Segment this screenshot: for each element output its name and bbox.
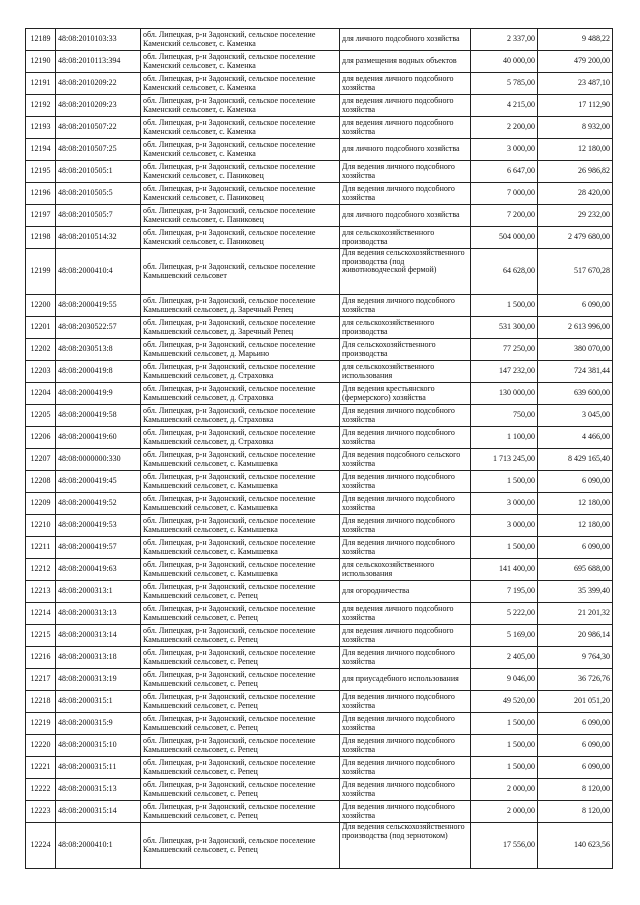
area-cell: 6 647,00 (471, 161, 538, 183)
area-cell: 1 713 245,00 (471, 449, 538, 471)
cadastral-number-cell: 48:08:2000315:13 (56, 779, 141, 801)
area-cell: 9 046,00 (471, 669, 538, 691)
cadastral-number-cell: 48:08:2010507:22 (56, 117, 141, 139)
cadastral-value-cell: 6 090,00 (538, 471, 613, 493)
permitted-use-cell: для ведения личного подсобного хозяйства (340, 625, 471, 647)
table-row (26, 471, 613, 493)
row-number-cell: 12217 (26, 669, 56, 691)
permitted-use-cell: Для ведения личного подсобного хозяйства (340, 537, 471, 559)
permitted-use-cell: Для ведения личного подсобного хозяйства (340, 713, 471, 735)
area-cell: 141 400,00 (471, 559, 538, 581)
table-row (26, 227, 613, 249)
address-cell: обл. Липецкая, р-н Задонский, сельское поселение Камышевский сельсовет, с. Репец (141, 823, 340, 869)
cadastral-number-cell: 48:08:2000315:9 (56, 713, 141, 735)
area-cell: 504 000,00 (471, 227, 538, 249)
cadastral-number-cell: 48:08:2000313:13 (56, 603, 141, 625)
cadastral-number-cell: 48:08:2010514:32 (56, 227, 141, 249)
cadastral-value-cell: 20 986,14 (538, 625, 613, 647)
table-row (26, 339, 613, 361)
cadastral-number-cell: 48:08:2010507:25 (56, 139, 141, 161)
area-cell: 49 520,00 (471, 691, 538, 713)
cadastral-number-cell: 48:08:2010505:7 (56, 205, 141, 227)
cadastral-value-cell: 9 764,30 (538, 647, 613, 669)
table-row (26, 801, 613, 823)
area-cell: 1 500,00 (471, 735, 538, 757)
cadastral-number-cell: 48:08:2010505:5 (56, 183, 141, 205)
table-row (26, 581, 613, 603)
row-number-cell: 12212 (26, 559, 56, 581)
row-number-cell: 12220 (26, 735, 56, 757)
area-cell: 5 169,00 (471, 625, 538, 647)
row-number-cell: 12192 (26, 95, 56, 117)
cadastral-value-cell: 695 688,00 (538, 559, 613, 581)
address-cell: обл. Липецкая, р-н Задонский, сельское поселение Камышевский сельсовет, д. Страховка (141, 405, 340, 427)
area-cell: 17 556,00 (471, 823, 538, 869)
row-number-cell: 12213 (26, 581, 56, 603)
cadastral-number-cell: 48:08:2010209:23 (56, 95, 141, 117)
permitted-use-cell: Для ведения личного подсобного хозяйства (340, 183, 471, 205)
cadastral-value-cell: 12 180,00 (538, 493, 613, 515)
address-cell: обл. Липецкая, р-н Задонский, сельское поселение Камышевский сельсовет, д. Заречный Репец (141, 317, 340, 339)
table-row (26, 537, 613, 559)
cadastral-value-cell: 2 613 996,00 (538, 317, 613, 339)
address-cell: обл. Липецкая, р-н Задонский, сельское поселение Камышевский сельсовет (141, 249, 340, 295)
table-row (26, 117, 613, 139)
cadastral-number-cell: 48:08:2000313:19 (56, 669, 141, 691)
cadastral-value-cell: 17 112,90 (538, 95, 613, 117)
cadastral-number-cell: 48:08:2000313:18 (56, 647, 141, 669)
row-number-cell: 12223 (26, 801, 56, 823)
table-row (26, 361, 613, 383)
row-number-cell: 12208 (26, 471, 56, 493)
cadastral-number-cell: 48:08:2000419:8 (56, 361, 141, 383)
address-cell: обл. Липецкая, р-н Задонский, сельское поселение Каменский сельсовет, с. Каменка (141, 95, 340, 117)
permitted-use-cell: для огородничества (340, 581, 471, 603)
permitted-use-cell: Для ведения сельскохозяйственного производства (под зернотоком) (340, 823, 471, 869)
row-number-cell: 12196 (26, 183, 56, 205)
row-number-cell: 12195 (26, 161, 56, 183)
row-number-cell: 12219 (26, 713, 56, 735)
row-number-cell: 12207 (26, 449, 56, 471)
cadastral-number-cell: 48:08:2010505:1 (56, 161, 141, 183)
address-cell: обл. Липецкая, р-н Задонский, сельское поселение Камышевский сельсовет, с. Камышевка (141, 559, 340, 581)
permitted-use-cell: Для ведения личного подсобного хозяйства (340, 471, 471, 493)
row-number-cell: 12205 (26, 405, 56, 427)
row-number-cell: 12215 (26, 625, 56, 647)
table-row (26, 757, 613, 779)
table-row (26, 405, 613, 427)
row-number-cell: 12203 (26, 361, 56, 383)
address-cell: обл. Липецкая, р-н Задонский, сельское поселение Камышевский сельсовет, с. Камышевка (141, 449, 340, 471)
area-cell: 2 200,00 (471, 117, 538, 139)
address-cell: обл. Липецкая, р-н Задонский, сельское поселение Камышевский сельсовет, с. Репец (141, 603, 340, 625)
area-cell: 7 000,00 (471, 183, 538, 205)
cadastral-value-cell: 8 120,00 (538, 801, 613, 823)
table-row (26, 823, 613, 869)
row-number-cell: 12199 (26, 249, 56, 295)
address-cell: обл. Липецкая, р-н Задонский, сельское поселение Камышевский сельсовет, с. Репец (141, 735, 340, 757)
permitted-use-cell: для личного подсобного хозяйства (340, 139, 471, 161)
cadastral-value-cell: 6 090,00 (538, 735, 613, 757)
permitted-use-cell: для ведения личного подсобного хозяйства (340, 73, 471, 95)
area-cell: 5 785,00 (471, 73, 538, 95)
table-row (26, 29, 613, 51)
cadastral-number-cell: 48:08:2000313:14 (56, 625, 141, 647)
cadastral-value-cell: 380 070,00 (538, 339, 613, 361)
permitted-use-cell: Для ведения крестьянского (фермерского) хозяйства (340, 383, 471, 405)
permitted-use-cell: Для ведения личного подсобного хозяйства (340, 647, 471, 669)
address-cell: обл. Липецкая, р-н Задонский, сельское поселение Каменский сельсовет, с. Каменка (141, 51, 340, 73)
cadastral-value-cell: 201 051,20 (538, 691, 613, 713)
address-cell: обл. Липецкая, р-н Задонский, сельское поселение Камышевский сельсовет, с. Репец (141, 691, 340, 713)
permitted-use-cell: для размещения водных объектов (340, 51, 471, 73)
area-cell: 147 232,00 (471, 361, 538, 383)
table-row (26, 427, 613, 449)
address-cell: обл. Липецкая, р-н Задонский, сельское поселение Каменский сельсовет, с. Каменка (141, 117, 340, 139)
permitted-use-cell: Для ведения личного подсобного хозяйства (340, 515, 471, 537)
cadastral-value-cell: 4 466,00 (538, 427, 613, 449)
cadastral-value-cell: 724 381,44 (538, 361, 613, 383)
row-number-cell: 12218 (26, 691, 56, 713)
row-number-cell: 12191 (26, 73, 56, 95)
area-cell: 5 222,00 (471, 603, 538, 625)
address-cell: обл. Липецкая, р-н Задонский, сельское поселение Каменский сельсовет, с. Каменка (141, 29, 340, 51)
cadastral-value-cell: 6 090,00 (538, 295, 613, 317)
table-row (26, 493, 613, 515)
row-number-cell: 12202 (26, 339, 56, 361)
permitted-use-cell: Для ведения личного подсобного хозяйства (340, 691, 471, 713)
cadastral-number-cell: 48:08:2000419:55 (56, 295, 141, 317)
cadastral-number-cell: 48:08:2000410:1 (56, 823, 141, 869)
cadastral-number-cell: 48:08:2000315:14 (56, 801, 141, 823)
cadastral-value-cell: 140 623,56 (538, 823, 613, 869)
table-row (26, 559, 613, 581)
cadastral-value-cell: 26 986,82 (538, 161, 613, 183)
address-cell: обл. Липецкая, р-н Задонский, сельское поселение Каменский сельсовет, с. Паниковец (141, 161, 340, 183)
address-cell: обл. Липецкая, р-н Задонский, сельское поселение Камышевский сельсовет, с. Репец (141, 625, 340, 647)
table-row (26, 669, 613, 691)
cadastral-value-cell: 3 045,00 (538, 405, 613, 427)
cadastral-number-cell: 48:08:2010103:33 (56, 29, 141, 51)
cadastral-value-cell: 21 201,32 (538, 603, 613, 625)
permitted-use-cell: Для ведения личного подсобного хозяйства (340, 427, 471, 449)
address-cell: обл. Липецкая, р-н Задонский, сельское поселение Камышевский сельсовет, с. Репец (141, 801, 340, 823)
table-row (26, 205, 613, 227)
cadastral-number-cell: 48:08:2000419:53 (56, 515, 141, 537)
table-row (26, 383, 613, 405)
table-row (26, 735, 613, 757)
address-cell: обл. Липецкая, р-н Задонский, сельское поселение Камышевский сельсовет, с. Репец (141, 779, 340, 801)
area-cell: 3 000,00 (471, 515, 538, 537)
address-cell: обл. Липецкая, р-н Задонский, сельское поселение Камышевский сельсовет, д. Страховка (141, 361, 340, 383)
table-row (26, 95, 613, 117)
area-cell: 7 195,00 (471, 581, 538, 603)
address-cell: обл. Липецкая, р-н Задонский, сельское поселение Камышевский сельсовет, д. Страховка (141, 427, 340, 449)
cadastral-value-cell: 28 420,00 (538, 183, 613, 205)
address-cell: обл. Липецкая, р-н Задонский, сельское поселение Камышевский сельсовет, с. Репец (141, 669, 340, 691)
cadastral-number-cell: 48:08:2000410:4 (56, 249, 141, 295)
area-cell: 531 300,00 (471, 317, 538, 339)
row-number-cell: 12197 (26, 205, 56, 227)
area-cell: 3 000,00 (471, 139, 538, 161)
row-number-cell: 12190 (26, 51, 56, 73)
table-row (26, 183, 613, 205)
permitted-use-cell: Для ведения личного подсобного хозяйства (340, 405, 471, 427)
cadastral-number-cell: 48:08:2000419:63 (56, 559, 141, 581)
address-cell: обл. Липецкая, р-н Задонский, сельское поселение Камышевский сельсовет, д. Заречный Репец (141, 295, 340, 317)
area-cell: 1 500,00 (471, 471, 538, 493)
address-cell: обл. Липецкая, р-н Задонский, сельское поселение Камышевский сельсовет, д. Марьино (141, 339, 340, 361)
row-number-cell: 12211 (26, 537, 56, 559)
row-number-cell: 12198 (26, 227, 56, 249)
row-number-cell: 12221 (26, 757, 56, 779)
area-cell: 77 250,00 (471, 339, 538, 361)
cadastral-number-cell: 48:08:2000315:10 (56, 735, 141, 757)
address-cell: обл. Липецкая, р-н Задонский, сельское поселение Каменский сельсовет, с. Паниковец (141, 183, 340, 205)
permitted-use-cell: для приусадебного использования (340, 669, 471, 691)
table-row (26, 51, 613, 73)
cadastral-number-cell: 48:08:2000419:52 (56, 493, 141, 515)
area-cell: 40 000,00 (471, 51, 538, 73)
cadastral-value-cell: 639 600,00 (538, 383, 613, 405)
permitted-use-cell: Для сельскохозяйственного производства (340, 339, 471, 361)
row-number-cell: 12193 (26, 117, 56, 139)
address-cell: обл. Липецкая, р-н Задонский, сельское поселение Камышевский сельсовет, д. Страховка (141, 383, 340, 405)
permitted-use-cell: Для ведения личного подсобного хозяйства (340, 801, 471, 823)
table-row (26, 779, 613, 801)
table-row (26, 295, 613, 317)
area-cell: 2 337,00 (471, 29, 538, 51)
permitted-use-cell: для сельскохозяйственного использования (340, 559, 471, 581)
cadastral-value-cell: 12 180,00 (538, 515, 613, 537)
area-cell: 2 000,00 (471, 801, 538, 823)
permitted-use-cell: для ведения личного подсобного хозяйства (340, 95, 471, 117)
permitted-use-cell: Для ведения сельскохозяйственного производства (под животноводческой фермой) (340, 249, 471, 295)
cadastral-number-cell: 48:08:2000419:60 (56, 427, 141, 449)
row-number-cell: 12204 (26, 383, 56, 405)
row-number-cell: 12224 (26, 823, 56, 869)
table-row (26, 161, 613, 183)
table-row (26, 249, 613, 295)
land-plots-table (25, 28, 613, 869)
row-number-cell: 12214 (26, 603, 56, 625)
permitted-use-cell: для ведения личного подсобного хозяйства (340, 603, 471, 625)
row-number-cell: 12189 (26, 29, 56, 51)
cadastral-number-cell: 48:08:2000313:1 (56, 581, 141, 603)
permitted-use-cell: для сельскохозяйственного производства (340, 227, 471, 249)
row-number-cell: 12206 (26, 427, 56, 449)
table-row (26, 139, 613, 161)
row-number-cell: 12210 (26, 515, 56, 537)
address-cell: обл. Липецкая, р-н Задонский, сельское поселение Камышевский сельсовет, с. Репец (141, 757, 340, 779)
permitted-use-cell: Для ведения личного подсобного хозяйства (340, 757, 471, 779)
cadastral-value-cell: 23 487,10 (538, 73, 613, 95)
row-number-cell: 12201 (26, 317, 56, 339)
table-row (26, 449, 613, 471)
area-cell: 4 215,00 (471, 95, 538, 117)
address-cell: обл. Липецкая, р-н Задонский, сельское поселение Каменский сельсовет, с. Паниковец (141, 205, 340, 227)
row-number-cell: 12200 (26, 295, 56, 317)
address-cell: обл. Липецкая, р-н Задонский, сельское поселение Камышевский сельсовет, с. Камышевка (141, 515, 340, 537)
cadastral-number-cell: 48:08:0000000:330 (56, 449, 141, 471)
area-cell: 1 500,00 (471, 713, 538, 735)
row-number-cell: 12194 (26, 139, 56, 161)
cadastral-number-cell: 48:08:2000419:9 (56, 383, 141, 405)
permitted-use-cell: Для ведения личного подсобного хозяйства (340, 161, 471, 183)
cadastral-number-cell: 48:08:2000315:11 (56, 757, 141, 779)
cadastral-value-cell: 8 429 165,40 (538, 449, 613, 471)
permitted-use-cell: Для ведения личного подсобного хозяйства (340, 295, 471, 317)
cadastral-value-cell: 8 120,00 (538, 779, 613, 801)
cadastral-value-cell: 12 180,00 (538, 139, 613, 161)
area-cell: 64 628,00 (471, 249, 538, 295)
permitted-use-cell: для личного подсобного хозяйства (340, 205, 471, 227)
cadastral-value-cell: 6 090,00 (538, 537, 613, 559)
area-cell: 2 000,00 (471, 779, 538, 801)
area-cell: 1 500,00 (471, 537, 538, 559)
permitted-use-cell: для сельскохозяйственного производства (340, 317, 471, 339)
area-cell: 130 000,00 (471, 383, 538, 405)
area-cell: 3 000,00 (471, 493, 538, 515)
row-number-cell: 12209 (26, 493, 56, 515)
area-cell: 1 500,00 (471, 757, 538, 779)
table-row (26, 603, 613, 625)
row-number-cell: 12216 (26, 647, 56, 669)
table-row (26, 73, 613, 95)
cadastral-number-cell: 48:08:2030522:57 (56, 317, 141, 339)
table-row (26, 625, 613, 647)
cadastral-value-cell: 36 726,76 (538, 669, 613, 691)
address-cell: обл. Липецкая, р-н Задонский, сельское поселение Камышевский сельсовет, с. Камышевка (141, 471, 340, 493)
row-number-cell: 12222 (26, 779, 56, 801)
table-row (26, 691, 613, 713)
address-cell: обл. Липецкая, р-н Задонский, сельское поселение Камышевский сельсовет, с. Репец (141, 647, 340, 669)
cadastral-value-cell: 2 479 680,00 (538, 227, 613, 249)
cadastral-number-cell: 48:08:2000419:57 (56, 537, 141, 559)
permitted-use-cell: для сельскохозяйственного использования (340, 361, 471, 383)
cadastral-number-cell: 48:08:2010113:394 (56, 51, 141, 73)
address-cell: обл. Липецкая, р-н Задонский, сельское поселение Каменский сельсовет, с. Каменка (141, 139, 340, 161)
permitted-use-cell: для ведения личного подсобного хозяйства (340, 117, 471, 139)
permitted-use-cell: Для ведения личного подсобного хозяйства (340, 735, 471, 757)
area-cell: 7 200,00 (471, 205, 538, 227)
cadastral-value-cell: 517 670,28 (538, 249, 613, 295)
document-page (25, 28, 612, 869)
address-cell: обл. Липецкая, р-н Задонский, сельское поселение Каменский сельсовет, с. Каменка (141, 73, 340, 95)
cadastral-value-cell: 8 932,00 (538, 117, 613, 139)
permitted-use-cell: Для ведения личного подсобного хозяйства (340, 779, 471, 801)
cadastral-value-cell: 35 399,40 (538, 581, 613, 603)
cadastral-number-cell: 48:08:2010209:22 (56, 73, 141, 95)
table-row (26, 647, 613, 669)
area-cell: 1 500,00 (471, 295, 538, 317)
cadastral-value-cell: 9 488,22 (538, 29, 613, 51)
cadastral-value-cell: 6 090,00 (538, 757, 613, 779)
table-row (26, 317, 613, 339)
cadastral-number-cell: 48:08:2000419:58 (56, 405, 141, 427)
table-row (26, 515, 613, 537)
permitted-use-cell: Для ведения подсобного сельского хозяйства (340, 449, 471, 471)
permitted-use-cell: для личного подсобного хозяйства (340, 29, 471, 51)
cadastral-number-cell: 48:08:2030513:8 (56, 339, 141, 361)
address-cell: обл. Липецкая, р-н Задонский, сельское поселение Камышевский сельсовет, с. Камышевка (141, 493, 340, 515)
permitted-use-cell: Для ведения личного подсобного хозяйства (340, 493, 471, 515)
table-body (26, 29, 613, 869)
address-cell: обл. Липецкая, р-н Задонский, сельское поселение Камышевский сельсовет, с. Репец (141, 713, 340, 735)
area-cell: 2 405,00 (471, 647, 538, 669)
cadastral-number-cell: 48:08:2000419:45 (56, 471, 141, 493)
cadastral-value-cell: 6 090,00 (538, 713, 613, 735)
address-cell: обл. Липецкая, р-н Задонский, сельское поселение Камышевский сельсовет, с. Репец (141, 581, 340, 603)
area-cell: 1 100,00 (471, 427, 538, 449)
address-cell: обл. Липецкая, р-н Задонский, сельское поселение Каменский сельсовет, с. Паниковец (141, 227, 340, 249)
address-cell: обл. Липецкая, р-н Задонский, сельское поселение Камышевский сельсовет, с. Камышевка (141, 537, 340, 559)
cadastral-value-cell: 479 200,00 (538, 51, 613, 73)
table-row (26, 713, 613, 735)
area-cell: 750,00 (471, 405, 538, 427)
cadastral-number-cell: 48:08:2000315:1 (56, 691, 141, 713)
cadastral-value-cell: 29 232,00 (538, 205, 613, 227)
